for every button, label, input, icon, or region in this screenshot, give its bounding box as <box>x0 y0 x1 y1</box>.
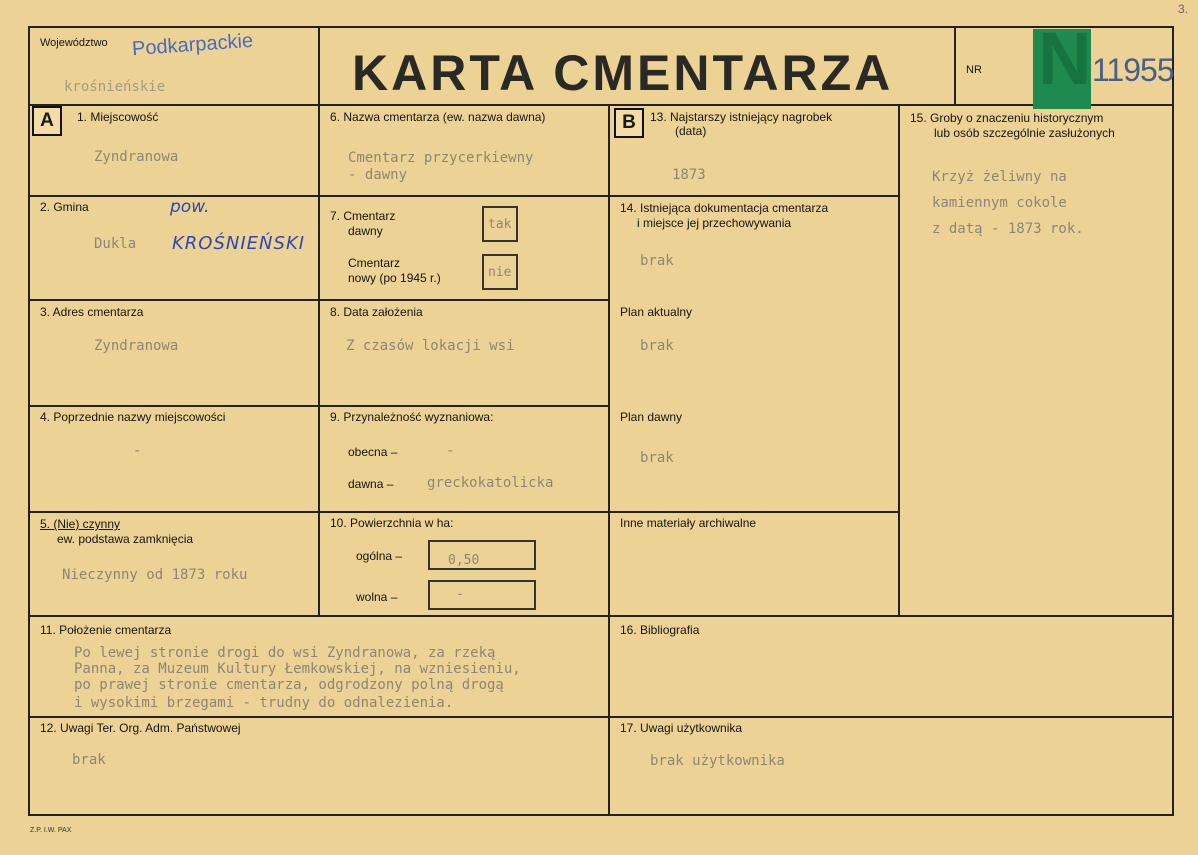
grid-line <box>608 104 610 816</box>
field-14-value: brak <box>640 253 674 269</box>
voivodeship-stamp: Podkarpackie <box>131 29 254 61</box>
field-11-line-1: Po lewej stronie drogi do wsi Zyndranowa, za rzeką <box>74 645 496 661</box>
grid-line <box>28 615 1174 617</box>
field-5-value: Nieczynny od 1873 roku <box>62 567 248 583</box>
field-3-value: Zyndranowa <box>94 338 179 354</box>
old-voivodeship: krośnieńskie <box>64 79 166 95</box>
field-1-label: 1. Miejscowość <box>77 110 159 124</box>
field-10-ogolna-value: 0,50 <box>448 553 480 568</box>
field-7-nowy-value: nie <box>488 265 512 280</box>
field-2-handwritten-county: KROŚNIEŃSKI <box>172 233 306 254</box>
field-5-label: 5. (Nie) czynny <box>40 517 121 531</box>
field-15-sublabel: lub osób szczególnie zasłużonych <box>934 126 1115 140</box>
field-7-nowy-box <box>482 254 518 290</box>
field-6-value-line-1: Cmentarz przycerkiewny <box>348 150 534 166</box>
grid-line <box>28 716 1174 718</box>
field-6-label: 6. Nazwa cmentarza (ew. nazwa dawna) <box>330 110 546 124</box>
plan-old-value: brak <box>640 450 674 466</box>
field-11-label: 11. Położenie cmentarza <box>40 623 172 637</box>
field-7-label: 7. Cmentarz <box>330 209 396 223</box>
field-4-label: 4. Poprzednie nazwy miejscowości <box>40 410 226 424</box>
plan-old-label: Plan dawny <box>620 410 683 424</box>
grid-line <box>28 299 610 301</box>
field-8-value: Z czasów lokacji wsi <box>346 338 515 354</box>
nr-number: 11955 <box>1092 52 1174 88</box>
voivodeship-label: Województwo <box>40 37 108 49</box>
grid-line <box>898 104 900 616</box>
field-7-nowy-label-1: Cmentarz <box>348 256 401 270</box>
field-14-label: 14. Istniejąca dokumentacja cmentarza <box>620 201 829 215</box>
field-13-sublabel: (data) <box>675 124 707 138</box>
field-7-dawny-value: tak <box>488 217 512 232</box>
field-10-ogolna-label: ogólna – <box>356 549 403 563</box>
field-10-wolna-box <box>428 580 536 610</box>
field-10-label: 10. Powierzchnia w ha: <box>330 516 454 530</box>
field-17-label: 17. Uwagi użytkownika <box>620 721 743 735</box>
field-11-line-3: po prawej stronie cmentarza, odgrodzony polną drogą <box>74 677 504 693</box>
field-9-obecna-label: obecna – <box>348 445 398 459</box>
page-title: KARTA CMENTARZA <box>352 45 894 101</box>
field-7-dawny-box <box>482 206 518 242</box>
section-a-letter: A <box>32 106 62 136</box>
grid-line <box>28 405 610 407</box>
grid-line <box>954 28 956 106</box>
field-3-label: 3. Adres cmentarza <box>40 305 144 319</box>
plan-current-label: Plan aktualny <box>620 305 693 319</box>
corner-mark: 3. <box>1178 2 1189 16</box>
grid-line <box>28 195 610 197</box>
field-10-wolna-label: wolna – <box>356 590 398 604</box>
field-1-value: Zyndranowa <box>94 149 179 165</box>
field-15-value-line-2: kamiennym cokole <box>932 195 1067 211</box>
printer-mark: Z.P. I.W. PAX <box>30 827 72 834</box>
field-2-handwritten-pow: pow. <box>170 197 210 217</box>
field-6-value-line-2: - dawny <box>348 167 408 183</box>
section-b-letter: B <box>614 108 644 138</box>
field-12-value: brak <box>72 752 106 768</box>
field-14-sublabel: i miejsce jej przechowywania <box>637 216 792 230</box>
field-8-label: 8. Data założenia <box>330 305 423 319</box>
grid-line <box>28 511 900 513</box>
grid-line <box>28 104 1174 106</box>
field-13-label: 13. Najstarszy istniejący nagrobek <box>650 110 833 124</box>
field-4-value: - <box>133 443 142 459</box>
nr-letter: N <box>1038 17 1092 100</box>
field-2-value: Dukla <box>94 236 137 252</box>
field-9-obecna-value: - <box>446 443 455 459</box>
field-7-nowy-label-2: nowy (po 1945 r.) <box>348 271 441 285</box>
field-15-value-line-1: Krzyż żeliwny na <box>932 169 1067 185</box>
field-10-wolna-value: - <box>456 587 464 602</box>
field-10-ogolna-box <box>428 540 536 570</box>
field-16-label: 16. Bibliografia <box>620 623 700 637</box>
field-11-line-2: Panna, za Muzeum Kultury Łemkowskiej, na wzniesieniu, <box>74 661 521 677</box>
field-17-value: brak użytkownika <box>650 753 785 769</box>
field-9-dawna-value: greckokatolicka <box>427 475 554 491</box>
other-archives-label: Inne materiały archiwalne <box>620 516 757 530</box>
nr-label: NR <box>966 64 982 76</box>
field-15-value-line-3: z datą - 1873 rok. <box>932 221 1084 237</box>
plan-current-value: brak <box>640 338 674 354</box>
field-2-label: 2. Gmina <box>40 200 89 214</box>
field-13-value: 1873 <box>672 167 706 183</box>
field-12-label: 12. Uwagi Ter. Org. Adm. Państwowej <box>40 721 241 735</box>
field-15-label: 15. Groby o znaczeniu historycznym <box>910 111 1104 125</box>
field-9-dawna-label: dawna – <box>348 477 394 491</box>
grid-line <box>608 195 900 197</box>
field-9-label: 9. Przynależność wyznaniowa: <box>330 410 494 424</box>
field-7-dawny-label: dawny <box>348 224 383 238</box>
field-5-sublabel: ew. podstawa zamknięcia <box>57 532 194 546</box>
grid-line <box>318 28 320 616</box>
field-11-line-4: i wysokimi brzegami - trudny do odnalezienia. <box>74 695 454 711</box>
